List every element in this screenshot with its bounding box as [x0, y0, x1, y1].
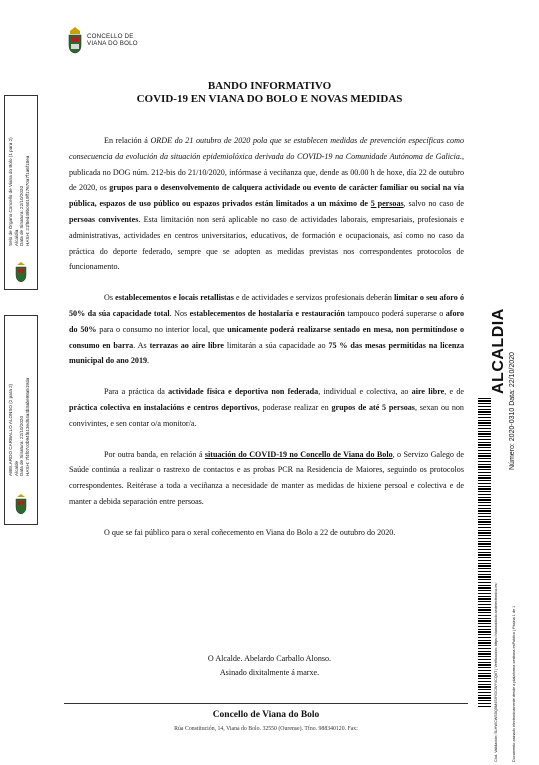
stamp-1-text [8, 137, 30, 246]
p4-text-a: Por outra banda, en relación á [104, 449, 205, 459]
p2-retail: establecementos e locais retallistas [115, 293, 234, 303]
p1-text-a: En relación á [104, 136, 151, 145]
p3-open-air: aire libre [411, 387, 445, 397]
p1-text-c: , publicada no DOG núm. 212-bis do 21/10/2020, infórmase á veciñanza que, dende as 00.00 h de hoxe, día 22 de outubro de 2020, os [69, 151, 464, 193]
title-line-1: BANDO INFORMATIVO [207, 80, 332, 92]
footer [64, 703, 468, 732]
p2-capacity-limit: limitar o seu aforo ó 50% da súa capacidade total [69, 293, 464, 318]
paragraph-1 [69, 133, 464, 275]
paragraph-3 [69, 384, 464, 431]
logo-text [87, 33, 138, 48]
p1-order-reference: ORDE do 21 outubro de 2020 pola que se establecen medidas de prevención específicas como consecuencia da evolución da situación epidemiolóxica derivada do COVID-19 na Comunidade Autónoma de Galicia. [69, 136, 464, 161]
paragraph-2 [69, 290, 464, 369]
p3-group-limit: grupos de até 5 persoas [331, 402, 415, 412]
p2-terrace-limit: 75 % das mesas permitidas na licenza municipal do ano 2019 [69, 340, 464, 366]
platform-notice: Documento asinado electronicamente desde a plataforma xestiona esPublico | Páxina 1 de 1 [512, 605, 516, 762]
p3-text-i: , sexan ou non convivintes, e sen contar o/a monitor/a. [69, 402, 464, 428]
p3-text-e: , e de [444, 387, 464, 397]
barcode [478, 398, 491, 708]
stamp-2-line-3: Data de Sinatura: 22/10/2020 [19, 415, 25, 476]
p3-text-g: , poderase realizar en [257, 402, 332, 412]
p3-text-a: Para a práctica da [104, 387, 169, 397]
p3-collective-practice: práctica colectiva en instalacións e centros deportivos [69, 402, 258, 412]
signature-line-1: O Alcalde. Abelardo Carballo Alonso. [207, 654, 332, 663]
p2-hospitality: establecementos de hostalaría e restauración [189, 308, 345, 318]
footer-address: Rúa Constitución, 14, Viana do Bolo. 32550 (Ourense). Tfno. 988340120. Fax: [174, 726, 358, 732]
p4-covid-situation: situación do COVID-19 no Concello de Viana do Bolo [204, 449, 393, 459]
signature-block [0, 652, 539, 679]
stamp-crest-icon [15, 262, 27, 282]
stamp-2-line-4: HASH: 7f4f07c0b94f613ed54a4b3abe98a519da [24, 377, 30, 476]
p2-seated-only: unicamente poderá realizarse sentado en mesa, non permitíndose o consumo en barra [69, 324, 464, 350]
p2-text-e: . Nos [169, 308, 190, 318]
p2-text-c: e de actividades e servizos profesionais deberán [233, 293, 395, 303]
p2-text-k: . As [133, 340, 150, 350]
p2-text-m: limitarán a súa capacidade ao [223, 340, 329, 350]
p2-text-a: Os [104, 293, 116, 303]
coat-of-arms-icon [67, 26, 83, 54]
p2-text-o: . [147, 356, 150, 366]
stamp-2-line-1: ABELARDO CARBALLO ALONSO (2 para 2) [8, 383, 13, 476]
p2-aforo: aforo do 50% [69, 308, 465, 334]
paragraph-5: O que se fai público para o xeral coñecemento en Viana do Bolo a 22 de outubro do 2020. [104, 527, 396, 537]
signature-stamp-2 [4, 315, 38, 525]
department-label: ALCALDIA [490, 308, 507, 394]
p3-sport-activity: actividade física e deportiva non federada [168, 387, 319, 397]
stamp-1-line-4: HASH: 21f8ed49bc6019ff17670a7f1a6f18ea [24, 155, 30, 246]
logo-line-1: CONCELLO DE [87, 32, 134, 40]
p2-text-i: para o consumo no interior local, que [96, 324, 228, 334]
title-line-2: COVID-19 EN VIANA DO BOLO E NOVAS MEDIDAS [136, 93, 403, 105]
p3-text-c: , individual e colectiva, ao [318, 387, 412, 397]
p1-text-h: . Esta limitación non será aplicable no caso de actividades laborais, empresariais, profesionais e administrativas, actividades en centros universitarios, educativos, de formación e ocupacionais, así como no caso da práctica do deporte federado, sempre que se adopten as medidas previstas nos correspondentes protocolos de funcionamento. [69, 214, 464, 272]
validation-code: Cód. Validación: 5LHWCWS5Q5M4S9YDCWY4CQ6T | Verificación: https://vianadobolo.sedelectronica.es/ [494, 582, 498, 762]
stamp-2-line-2: Alcalde [13, 460, 19, 476]
stamp-1-line-1: Selo de Órgano Concello de Viana do Bolo (1 para 2) [8, 137, 13, 246]
stamp-1-line-3: Data de Sinatura: 22/10/2020 [19, 185, 25, 246]
signature-line-2: Asinado dixitalmente á marxe. [219, 667, 320, 677]
signature-stamp-1 [4, 95, 38, 290]
p1-five-persons: 5 persoas [370, 199, 404, 209]
stamp-crest-icon [15, 494, 27, 514]
document-body [69, 133, 464, 556]
council-logo [67, 26, 138, 54]
p2-terraces: terrazas ao aire libre [149, 340, 224, 350]
stamp-1-line-2: Alcaldía [13, 229, 19, 246]
p1-cohabitants: persoas conviventes [69, 214, 139, 224]
document-number: Número: 2020-0310 Data: 22/10/2020 [509, 352, 516, 470]
p1-groups-limit: grupos para o desenvolvemento de calquera actividade ou evento de carácter familiar ou social na vía pública, espazos de uso público ou espazos privados están limitados a un máximo de [69, 183, 464, 209]
paragraph-4 [69, 447, 464, 510]
document-title [0, 80, 539, 106]
footer-council-name: Concello de Viana do Bolo [212, 710, 320, 720]
p1-text-f: , salvo no caso de [403, 199, 464, 209]
stamp-2-text [8, 378, 30, 476]
logo-line-2: VIANA DO BOLO [87, 40, 138, 47]
p2-text-g: tampouco poderá superarse o [344, 308, 446, 318]
p4-text-c: , o Servizo Galego de Saúde continúa a realizar o rastrexo de contactos e as probas PCR na Residencia de Maiores, seguindo os protocolos correspondentes. Reitérase a toda a veciñanza a necesidade de manter as medidas de hixiene persoal e colectiva e de manter a debida separación entre persoas. [69, 449, 464, 506]
